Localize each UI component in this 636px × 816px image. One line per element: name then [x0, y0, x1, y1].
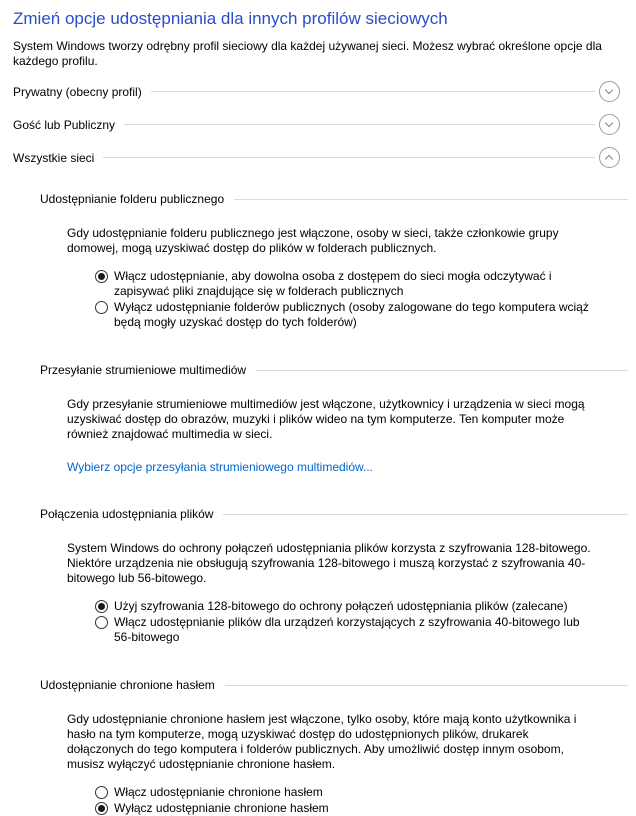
profile-row-all-networks[interactable] [13, 141, 620, 174]
divider [223, 514, 628, 515]
chevron-up-icon[interactable] [599, 147, 620, 168]
radio-group-public-folder [95, 269, 620, 330]
divider [151, 91, 595, 92]
page-subtitle: System Windows tworzy odrębny profil sieciowy dla każdej używanej sieci. Możesz wybrać określone opcje dla każdego profilu. [13, 39, 602, 68]
divider [234, 199, 628, 200]
divider [256, 370, 628, 371]
chevron-down-icon[interactable] [599, 81, 620, 102]
radio-label: Włącz udostępnianie, aby dowolna osoba z dostępem do sieci mogła odczytywać i zapisywać pliki znajdujące się w folderach publicznych [114, 269, 552, 298]
radio-label: Wyłącz udostępnianie chronione hasłem [114, 801, 329, 815]
radio-option-40-56bit-encryption[interactable] [95, 615, 620, 645]
section-description: Gdy udostępnianie chronione hasłem jest włączone, tylko osoby, które mają konto użytkownika i hasło na tym komputerze, mogą uzyskiwać dostęp do udostępnionych plików, drukarek dołączonych do tego komputera i folderów publicznych. Aby umożliwić dostęp innym osobom, musisz wyłączyć udostępnianie chronione hasłem. [67, 712, 577, 771]
radio-label: Włącz udostępnianie plików dla urządzeń korzystających z szyfrowania 40-bitowego lub 56-bitowego [114, 615, 580, 644]
profile-list [13, 75, 620, 174]
radio-button[interactable] [95, 802, 108, 815]
page-title: Zmień opcje udostępniania dla innych profilów sieciowych [13, 9, 448, 28]
section-heading: Przesyłanie strumieniowe multimediów [40, 363, 247, 377]
section-heading: Udostępnianie folderu publicznego [40, 192, 225, 206]
radio-option-disable-password-sharing[interactable] [95, 801, 620, 816]
section-password-protected-sharing [40, 678, 620, 816]
radio-button[interactable] [95, 616, 108, 629]
divider [124, 124, 595, 125]
section-heading: Udostępnianie chronione hasłem [40, 678, 215, 692]
radio-option-enable-public-sharing[interactable] [95, 269, 620, 299]
section-description: Gdy przesyłanie strumieniowe multimediów jest włączone, użytkownicy i urządzenia w sieci mogą uzyskiwać dostęp do obrazów, muzyki i plików wideo na tym komputerze. Ten komputer może również znajdować multimedia w sieci. [67, 397, 585, 441]
radio-group-password-sharing [95, 785, 620, 816]
profile-label: Wszystkie sieci [13, 150, 95, 165]
divider [103, 157, 595, 158]
all-networks-panel [40, 192, 620, 816]
radio-label: Użyj szyfrowania 128-bitowego do ochrony połączeń udostępniania plików (zalecane) [114, 599, 568, 613]
profile-label: Gość lub Publiczny [13, 117, 116, 132]
radio-option-disable-public-sharing[interactable] [95, 300, 620, 330]
section-description: System Windows do ochrony połączeń udostępniania plików korzysta z szyfrowania 128-bitowego. Niektóre urządzenia nie obsługują szyfrowania 128-bitowego i muszą korzystać z szyfrowania 40-bitowego lub 56-bitowego. [67, 541, 591, 585]
radio-button[interactable] [95, 786, 108, 799]
radio-label: Wyłącz udostępnianie folderów publicznych (osoby zalogowane do tego komputera wciąż będą mogły uzyskać dostęp do tych folderów) [114, 300, 589, 329]
radio-button[interactable] [95, 301, 108, 314]
chevron-down-icon[interactable] [599, 114, 620, 135]
profile-row-private[interactable] [13, 75, 620, 108]
divider [225, 685, 628, 686]
radio-option-128bit-encryption[interactable] [95, 599, 620, 614]
section-description: Gdy udostępnianie folderu publicznego jest włączone, osoby w sieci, także członkowie grupy domowej, mogą uzyskiwać dostęp do plików w folderach publicznych. [67, 226, 559, 255]
radio-option-enable-password-sharing[interactable] [95, 785, 620, 800]
profile-label: Prywatny (obecny profil) [13, 84, 142, 99]
section-heading-row [40, 363, 628, 377]
section-heading: Połączenia udostępniania plików [40, 507, 214, 521]
radio-button[interactable] [95, 600, 108, 613]
section-public-folder-sharing [40, 192, 620, 330]
profile-row-guest-public[interactable] [13, 108, 620, 141]
radio-group-encryption [95, 599, 620, 645]
radio-label: Włącz udostępnianie chronione hasłem [114, 785, 323, 799]
section-heading-row [40, 192, 628, 206]
media-streaming-options-link[interactable]: Wybierz opcje przesyłania strumieniowego multimediów... [67, 460, 374, 474]
section-media-streaming [40, 363, 620, 474]
section-heading-row [40, 507, 628, 521]
section-heading-row [40, 678, 628, 692]
radio-button[interactable] [95, 270, 108, 283]
section-file-sharing-connections [40, 507, 620, 645]
